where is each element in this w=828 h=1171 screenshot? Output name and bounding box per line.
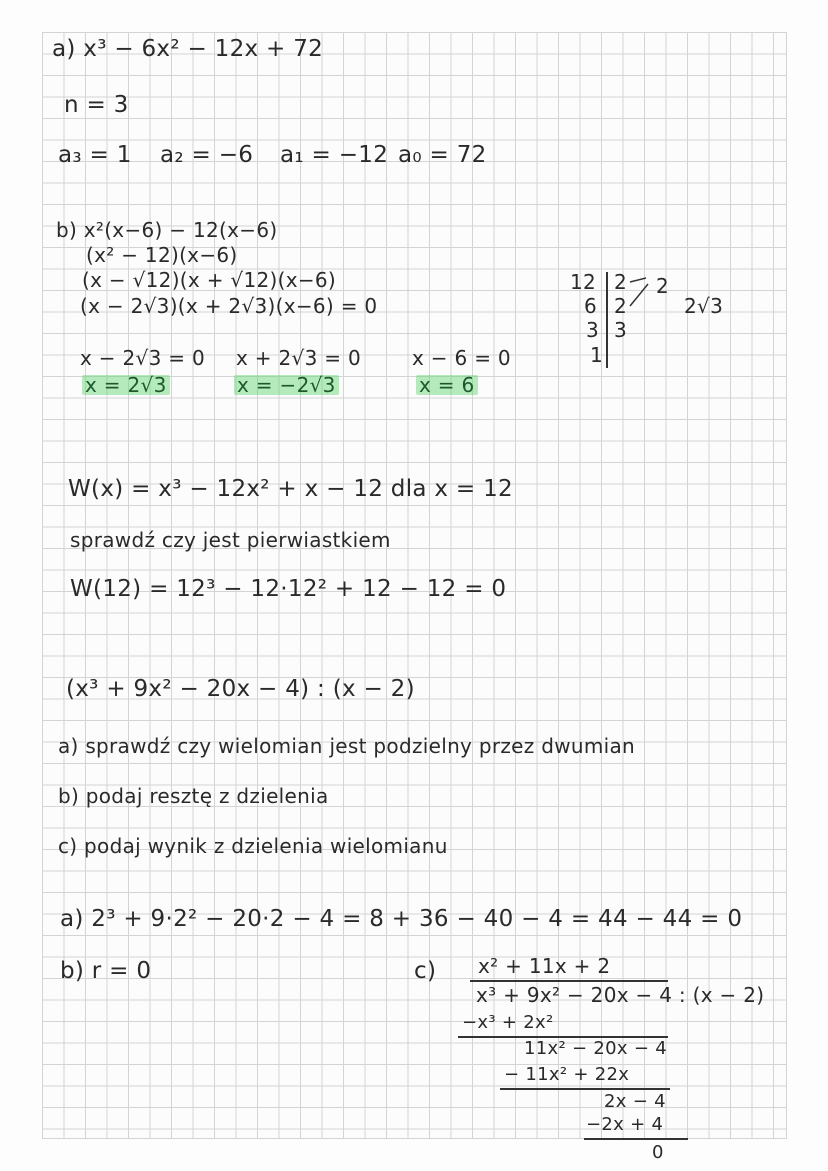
ex2-check: W(12) = 12³ − 12·12² + 12 − 12 = 0 [70,576,507,602]
division-subtract-2: − 11x² + 22x [504,1064,630,1085]
ex1-polynomial: a) x³ − 6x² − 12x + 72 [52,36,324,62]
factor-pair: 2 [656,274,670,298]
factor-right-0: 2 [614,270,628,294]
division-remainder-final: 0 [652,1142,664,1163]
division-dividend: x³ + 9x² − 20x − 4 : (x − 2) [476,983,765,1007]
division-remainder-2: 2x − 4 [604,1091,666,1112]
division-line-3 [584,1138,688,1140]
division-line-2 [500,1088,670,1090]
quotient-line [470,980,668,982]
ex1-coef-a1: a₁ = −12 [280,142,389,168]
ex1-equation-3: x − 6 = 0 [412,346,511,370]
ex2-task: sprawdź czy jest pierwiastkiem [70,528,391,552]
ex1-b-line4: (x − 2√3)(x + 2√3)(x−6) = 0 [80,294,378,318]
ex3-question-a: a) sprawdź czy wielomian jest podzielny przez dwumian [58,734,636,758]
ex1-coef-a3: a₃ = 1 [58,142,132,168]
ex1-b-line1: b) x²(x−6) − 12(x−6) [56,218,278,242]
factor-left-3: 1 [590,343,604,367]
factor-divider [606,272,608,368]
ex3-expression: (x³ + 9x² − 20x − 4) : (x − 2) [66,676,415,702]
factor-result: 2√3 [684,294,724,318]
ex1-coef-a0: a₀ = 72 [398,142,487,168]
factor-pair-bracket [628,276,658,310]
factor-left-2: 3 [586,318,600,342]
ex1-solution-1: x = 2√3 [82,375,170,395]
division-subtract-1: −x³ + 2x² [462,1012,554,1033]
ex1-equation-1: x − 2√3 = 0 [80,346,205,370]
ex1-coef-a2: a₂ = −6 [160,142,254,168]
factor-left-1: 6 [584,294,598,318]
division-subtract-3: −2x + 4 [586,1114,664,1135]
ex3-answer-b: b) r = 0 [60,958,152,984]
factor-right-1: 2 [614,294,628,318]
ex1-solution-2: x = −2√3 [234,375,339,395]
ex2-polynomial: W(x) = x³ − 12x² + x − 12 dla x = 12 [68,476,513,502]
ex3-question-b: b) podaj resztę z dzielenia [58,784,329,808]
division-remainder-1: 11x² − 20x − 4 [524,1038,668,1059]
factor-right-2: 3 [614,318,628,342]
ex1-b-line3: (x − √12)(x + √12)(x−6) [82,268,337,292]
ex1-b-line2: (x² − 12)(x−6) [86,243,238,267]
ex1-solution-3: x = 6 [416,375,478,395]
ex1-degree: n = 3 [64,92,129,118]
ex3-answer-a: a) 2³ + 9·2² − 20·2 − 4 = 8 + 36 − 40 − 4 = 44 − 44 = 0 [60,906,743,932]
division-quotient: x² + 11x + 2 [478,954,611,978]
ex1-equation-2: x + 2√3 = 0 [236,346,361,370]
ex3-question-c: c) podaj wynik z dzielenia wielomianu [58,834,448,858]
ex3-answer-c-label: c) [414,958,437,984]
factor-left-0: 12 [570,270,597,294]
